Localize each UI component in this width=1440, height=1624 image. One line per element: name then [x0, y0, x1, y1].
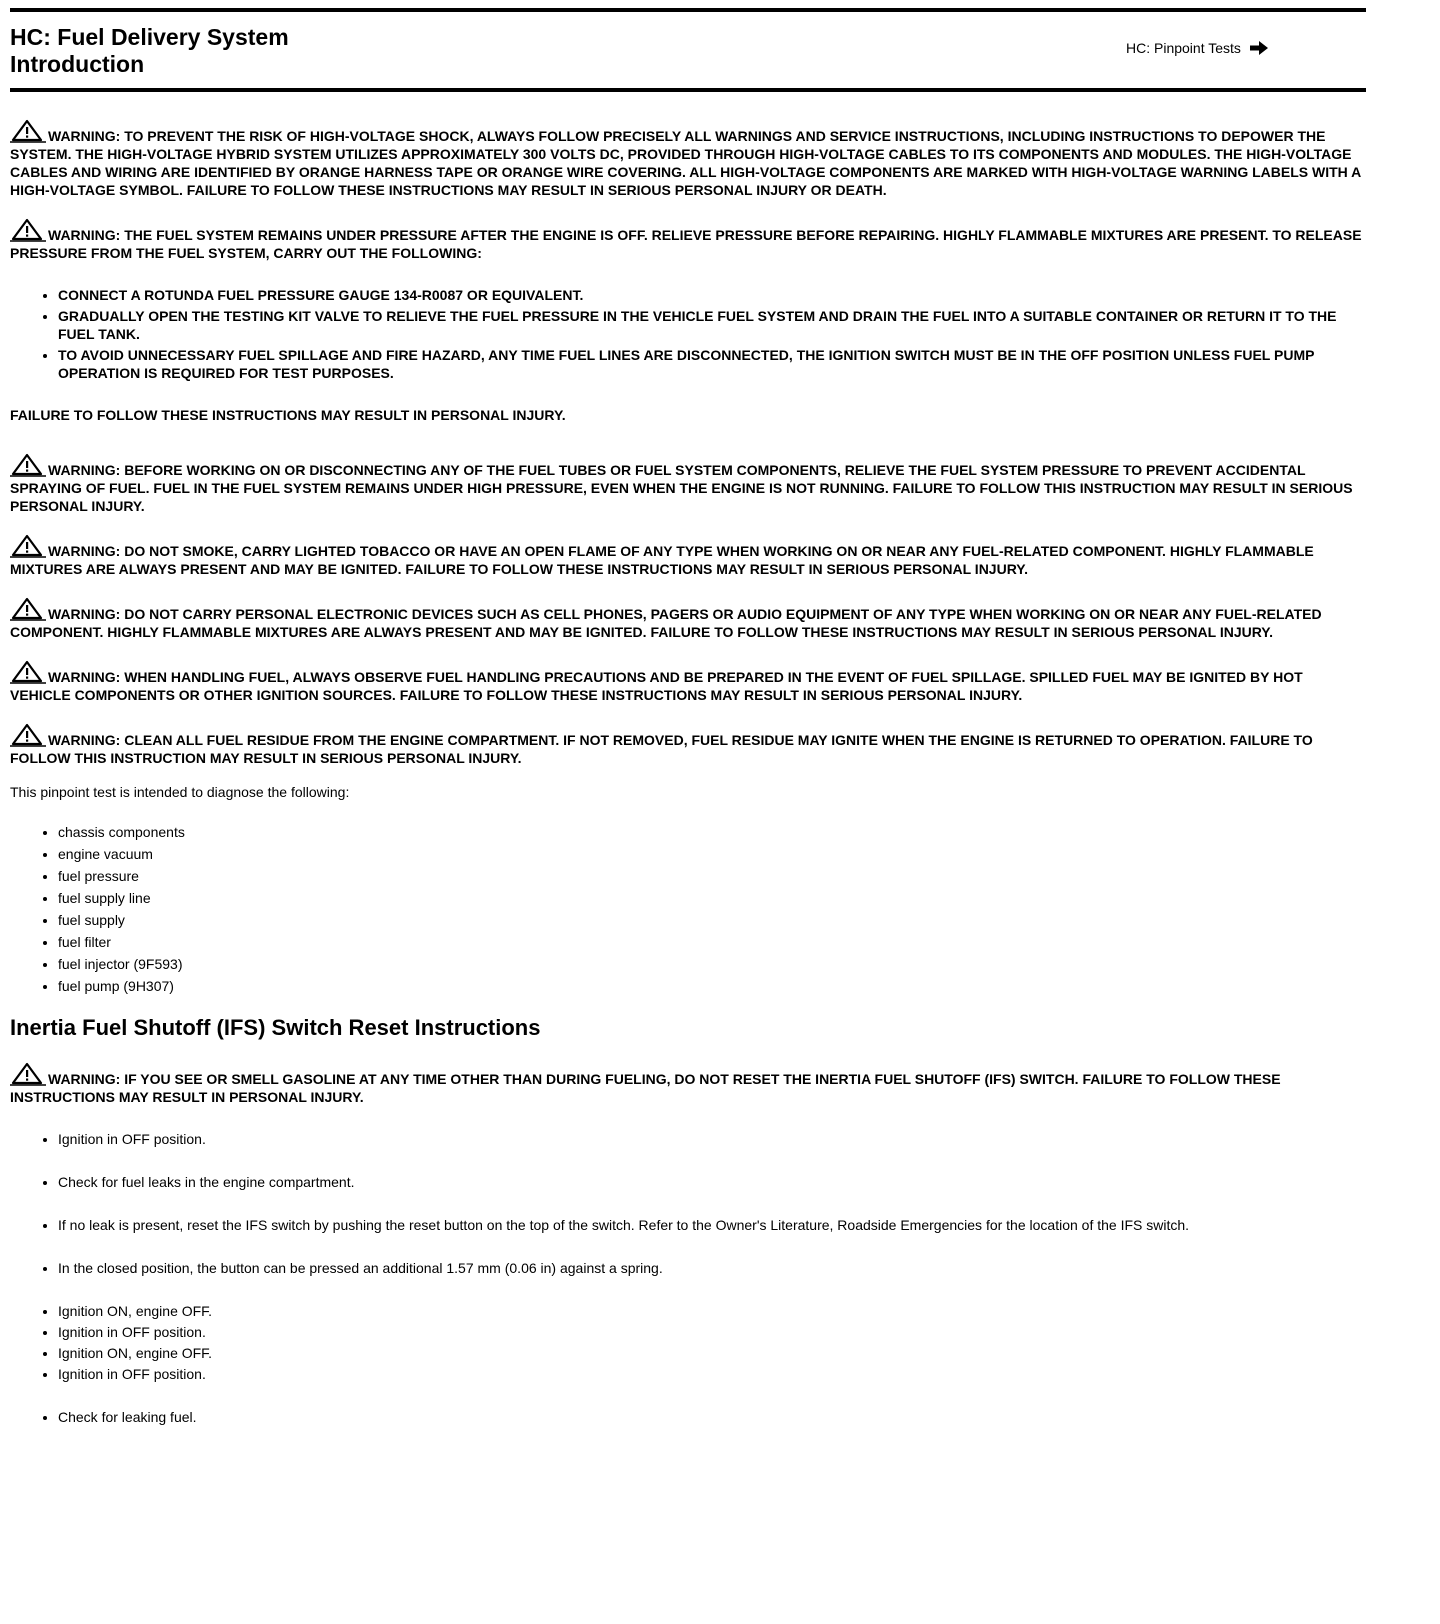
- list-item: • In the closed position, the button can be pressed an additional 1.57 mm (0.06 in) against a spring.: [58, 1259, 1366, 1277]
- pinpoint-tests-label: HC: Pinpoint Tests: [1126, 40, 1241, 56]
- warning-handling-fuel: [10, 659, 1366, 704]
- warning-text: WARNING: TO PREVENT THE RISK OF HIGH-VOLTAGE SHOCK, ALWAYS FOLLOW PRECISELY ALL WARNINGS AND SERVICE INSTRUCTIONS, INCLUDING INSTRUCTIONS TO DEPOWER THE SYSTEM. THE HIGH-VOLTAGE HYBRID SYSTEM UTILIZES APPROXIMATELY 300 VOLTS DC, PROVIDED THROUGH HIGH-VOLTAGE CABLES TO ITS COMPONENTS AND MODULES. THE HIGH-VOLTAGE CABLES AND WIRING ARE IDENTIFIED BY ORANGE HARNESS TAPE OR ORANGE WIRE COVERING. ALL HIGH-VOLTAGE COMPONENTS ARE MARKED WITH HIGH-VOLTAGE WARNING LABELS WITH A HIGH-VOLTAGE SYMBOL. FAILURE TO FOLLOW THESE INSTRUCTIONS MAY RESULT IN SERIOUS PERSONAL INJURY OR DEATH.: [10, 128, 1361, 198]
- warning-ifs: [10, 1061, 1366, 1106]
- warning-electronic-devices: [10, 596, 1366, 641]
- list-item: • fuel injector (9F593): [58, 955, 1366, 973]
- arrow-right-icon: [1249, 40, 1269, 56]
- page-title: [10, 24, 289, 78]
- list-item: • TO AVOID UNNECESSARY FUEL SPILLAGE AND FIRE HAZARD, ANY TIME FUEL LINES ARE DISCONNECTED, THE IGNITION SWITCH MUST BE IN THE OFF POSITION UNLESS FUEL PUMP OPERATION IS REQUIRED FOR TEST PURPOSES.: [58, 346, 1366, 382]
- list-item: • If no leak is present, reset the IFS switch by pushing the reset button on the top of the switch. Refer to the Owner's Literature, Roadside Emergencies for the location of the IFS switch.: [58, 1216, 1366, 1234]
- warning-icon: [10, 118, 46, 144]
- warning-text: WARNING: WHEN HANDLING FUEL, ALWAYS OBSERVE FUEL HANDLING PRECAUTIONS AND BE PREPARED IN THE EVENT OF FUEL SPILLAGE. SPILLED FUEL MAY BE IGNITED BY HOT VEHICLE COMPONENTS OR OTHER IGNITION SOURCES. FAILURE TO FOLLOW THESE INSTRUCTIONS MAY RESULT IN SERIOUS PERSONAL INJURY.: [10, 669, 1303, 703]
- warning-fuel-residue: [10, 722, 1366, 767]
- warning-text: WARNING: IF YOU SEE OR SMELL GASOLINE AT ANY TIME OTHER THAN DURING FUELING, DO NOT RESET THE INERTIA FUEL SHUTOFF (IFS) SWITCH. FAILURE TO FOLLOW THESE INSTRUCTIONS MAY RESULT IN PERSONAL INJURY.: [10, 1071, 1281, 1105]
- warning-fuel-tubes: [10, 452, 1366, 515]
- list-item: • chassis components: [58, 823, 1366, 841]
- pinpoint-tests-link[interactable]: [1126, 40, 1269, 56]
- failure-note: FAILURE TO FOLLOW THESE INSTRUCTIONS MAY RESULT IN PERSONAL INJURY.: [10, 407, 566, 423]
- list-item: • fuel supply: [58, 911, 1366, 929]
- list-item: • fuel pressure: [58, 867, 1366, 885]
- warning-icon: [10, 1061, 46, 1087]
- title-line-1: HC: Fuel Delivery System: [10, 24, 289, 50]
- list-item: • CONNECT A ROTUNDA FUEL PRESSURE GAUGE 134-R0087 OR EQUIVALENT.: [58, 286, 1366, 304]
- warning-icon: [10, 217, 46, 243]
- ifs-steps-list: [10, 1130, 1366, 1426]
- ifs-heading: Inertia Fuel Shutoff (IFS) Switch Reset Instructions: [10, 1015, 541, 1040]
- header-rule: [10, 88, 1366, 92]
- warning-icon: [10, 722, 46, 748]
- warning-text: WARNING: DO NOT SMOKE, CARRY LIGHTED TOBACCO OR HAVE AN OPEN FLAME OF ANY TYPE WHEN WORKING ON OR NEAR ANY FUEL-RELATED COMPONENT. HIGHLY FLAMMABLE MIXTURES ARE ALWAYS PRESENT AND MAY BE IGNITED. FAILURE TO FOLLOW THESE INSTRUCTIONS MAY RESULT IN SERIOUS PERSONAL INJURY.: [10, 543, 1314, 577]
- warning-fuel-pressure: [10, 217, 1366, 262]
- warning-text: WARNING: THE FUEL SYSTEM REMAINS UNDER PRESSURE AFTER THE ENGINE IS OFF. RELIEVE PRESSURE BEFORE REPAIRING. HIGHLY FLAMMABLE MIXTURES ARE PRESENT. TO RELEASE PRESSURE FROM THE FUEL SYSTEM, CARRY OUT THE FOLLOWING:: [10, 227, 1362, 261]
- list-item: • Ignition ON, engine OFF.: [58, 1302, 1366, 1320]
- warning-text: WARNING: CLEAN ALL FUEL RESIDUE FROM THE ENGINE COMPARTMENT. IF NOT REMOVED, FUEL RESIDUE MAY IGNITE WHEN THE ENGINE IS RETURNED TO OPERATION. FAILURE TO FOLLOW THIS INSTRUCTION MAY RESULT IN SERIOUS PERSONAL INJURY.: [10, 732, 1313, 766]
- warning-smoking: [10, 533, 1366, 578]
- list-item: • Check for leaking fuel.: [58, 1408, 1366, 1426]
- warning-icon: [10, 659, 46, 685]
- warning-icon: [10, 596, 46, 622]
- top-rule: [10, 8, 1366, 12]
- list-item: • fuel supply line: [58, 889, 1366, 907]
- list-item: • fuel pump (9H307): [58, 977, 1366, 995]
- list-item: • Check for fuel leaks in the engine compartment.: [58, 1173, 1366, 1191]
- list-item: • Ignition in OFF position.: [58, 1365, 1366, 1383]
- diagnose-list: [10, 823, 1366, 995]
- title-line-2: Introduction: [10, 51, 145, 77]
- list-item: • fuel filter: [58, 933, 1366, 951]
- list-item: • Ignition ON, engine OFF.: [58, 1344, 1366, 1362]
- list-item: • Ignition in OFF position.: [58, 1130, 1366, 1148]
- list-item: • engine vacuum: [58, 845, 1366, 863]
- diagnose-intro: This pinpoint test is intended to diagnose the following:: [10, 784, 350, 800]
- warning-icon: [10, 533, 46, 559]
- document-body: [10, 118, 1366, 1429]
- warning-icon: [10, 452, 46, 478]
- list-item: • GRADUALLY OPEN THE TESTING KIT VALVE TO RELIEVE THE FUEL PRESSURE IN THE VEHICLE FUEL SYSTEM AND DRAIN THE FUEL INTO A SUITABLE CONTAINER OR RETURN IT TO THE FUEL TANK.: [58, 307, 1366, 343]
- warning-text: WARNING: BEFORE WORKING ON OR DISCONNECTING ANY OF THE FUEL TUBES OR FUEL SYSTEM COMPONENTS, RELIEVE THE FUEL SYSTEM PRESSURE TO PREVENT ACCIDENTAL SPRAYING OF FUEL. FUEL IN THE FUEL SYSTEM REMAINS UNDER HIGH PRESSURE, EVEN WHEN THE ENGINE IS NOT RUNNING. FAILURE TO FOLLOW THIS INSTRUCTION MAY RESULT IN SERIOUS PERSONAL INJURY.: [10, 462, 1353, 514]
- warning-high-voltage: [10, 118, 1366, 199]
- warning-text: WARNING: DO NOT CARRY PERSONAL ELECTRONIC DEVICES SUCH AS CELL PHONES, PAGERS OR AUDIO EQUIPMENT OF ANY TYPE WHEN WORKING ON OR NEAR ANY FUEL-RELATED COMPONENT. HIGHLY FLAMMABLE MIXTURES ARE ALWAYS PRESENT AND MAY BE IGNITED. FAILURE TO FOLLOW THESE INSTRUCTIONS MAY RESULT IN SERIOUS PERSONAL INJURY.: [10, 606, 1322, 640]
- list-item: • Ignition in OFF position.: [58, 1323, 1366, 1341]
- pressure-steps-list: [10, 286, 1366, 382]
